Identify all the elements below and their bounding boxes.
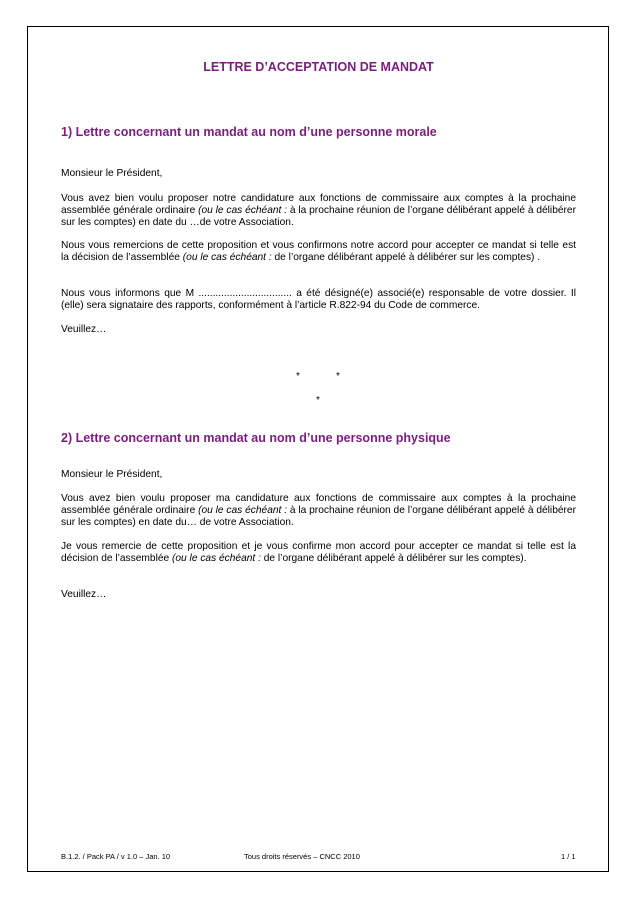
- italic-text: (ou le cas échéant :: [182, 252, 272, 263]
- section2-salutation: Monsieur le Président,: [61, 469, 163, 480]
- section1-closing: Veuillez…: [61, 324, 107, 335]
- text: Vous avez bien voulu proposer ma candidature aux fonctions de commissaire aux comptes à la prochaine assemblée générale ordinaire: [61, 493, 576, 516]
- footer-page-number: 1 / 1: [561, 852, 576, 861]
- text: à la prochaine réunion de l’organe délibérant appelé à délibérer sur les comptes) en date du …de votre Association.: [61, 205, 576, 228]
- section1-paragraph-3: Nous vous informons que M ................................. a été désigné(e) associé(e) responsable de votre dossier. Il (elle) sera signataire des rapports, conformément à l’article R.822-94 du Code de commerce.: [61, 288, 576, 311]
- section1-paragraph-2: [61, 240, 576, 264]
- section1-salutation: Monsieur le Président,: [61, 168, 163, 179]
- italic-text: (ou le cas échéant :: [172, 553, 261, 564]
- text: de l’organe délibérant appelé à délibérer sur les comptes) .: [271, 252, 541, 263]
- text: de l’organe délibérant appelé à délibérer sur les comptes).: [260, 553, 527, 564]
- separator-star: *: [316, 395, 320, 406]
- text: Nous vous remercions de cette proposition et vous confirmons notre accord pour accepter ce mandat si telle est la décision de l’assemblée: [61, 240, 576, 263]
- text: à la prochaine réunion de l’organe délibérant appelé à délibérer sur les comptes) en date du… de votre Association.: [61, 505, 576, 528]
- text: Je vous remercie de cette proposition et je vous confirme mon accord pour accepter ce mandat si telle est la décision de l’assemblée: [61, 541, 576, 564]
- text: Vous avez bien voulu proposer notre candidature aux fonctions de commissaire aux comptes à la prochaine assemblée générale ordinaire: [61, 193, 576, 216]
- section2-heading: 2) Lettre concernant un mandat au nom d’une personne physique: [61, 431, 451, 445]
- section2-closing: Veuillez…: [61, 589, 107, 600]
- footer-left: B.1.2. / Pack PA / v 1.0 – Jan. 10: [61, 852, 171, 861]
- italic-text: (ou le cas échéant :: [198, 505, 288, 516]
- footer-center: Tous droits réservés – CNCC 2010: [244, 852, 360, 861]
- section1-paragraph-1: [61, 193, 576, 229]
- section2-paragraph-2: [61, 541, 576, 565]
- page-frame: [27, 26, 609, 872]
- section2-paragraph-1: [61, 493, 576, 529]
- section1-heading: 1) Lettre concernant un mandat au nom d’une personne morale: [61, 125, 437, 139]
- italic-text: (ou le cas échéant :: [198, 205, 288, 216]
- separator-star: *: [296, 371, 300, 382]
- document-title: LETTRE D’ACCEPTATION DE MANDAT: [203, 60, 434, 74]
- separator-star: *: [336, 371, 340, 382]
